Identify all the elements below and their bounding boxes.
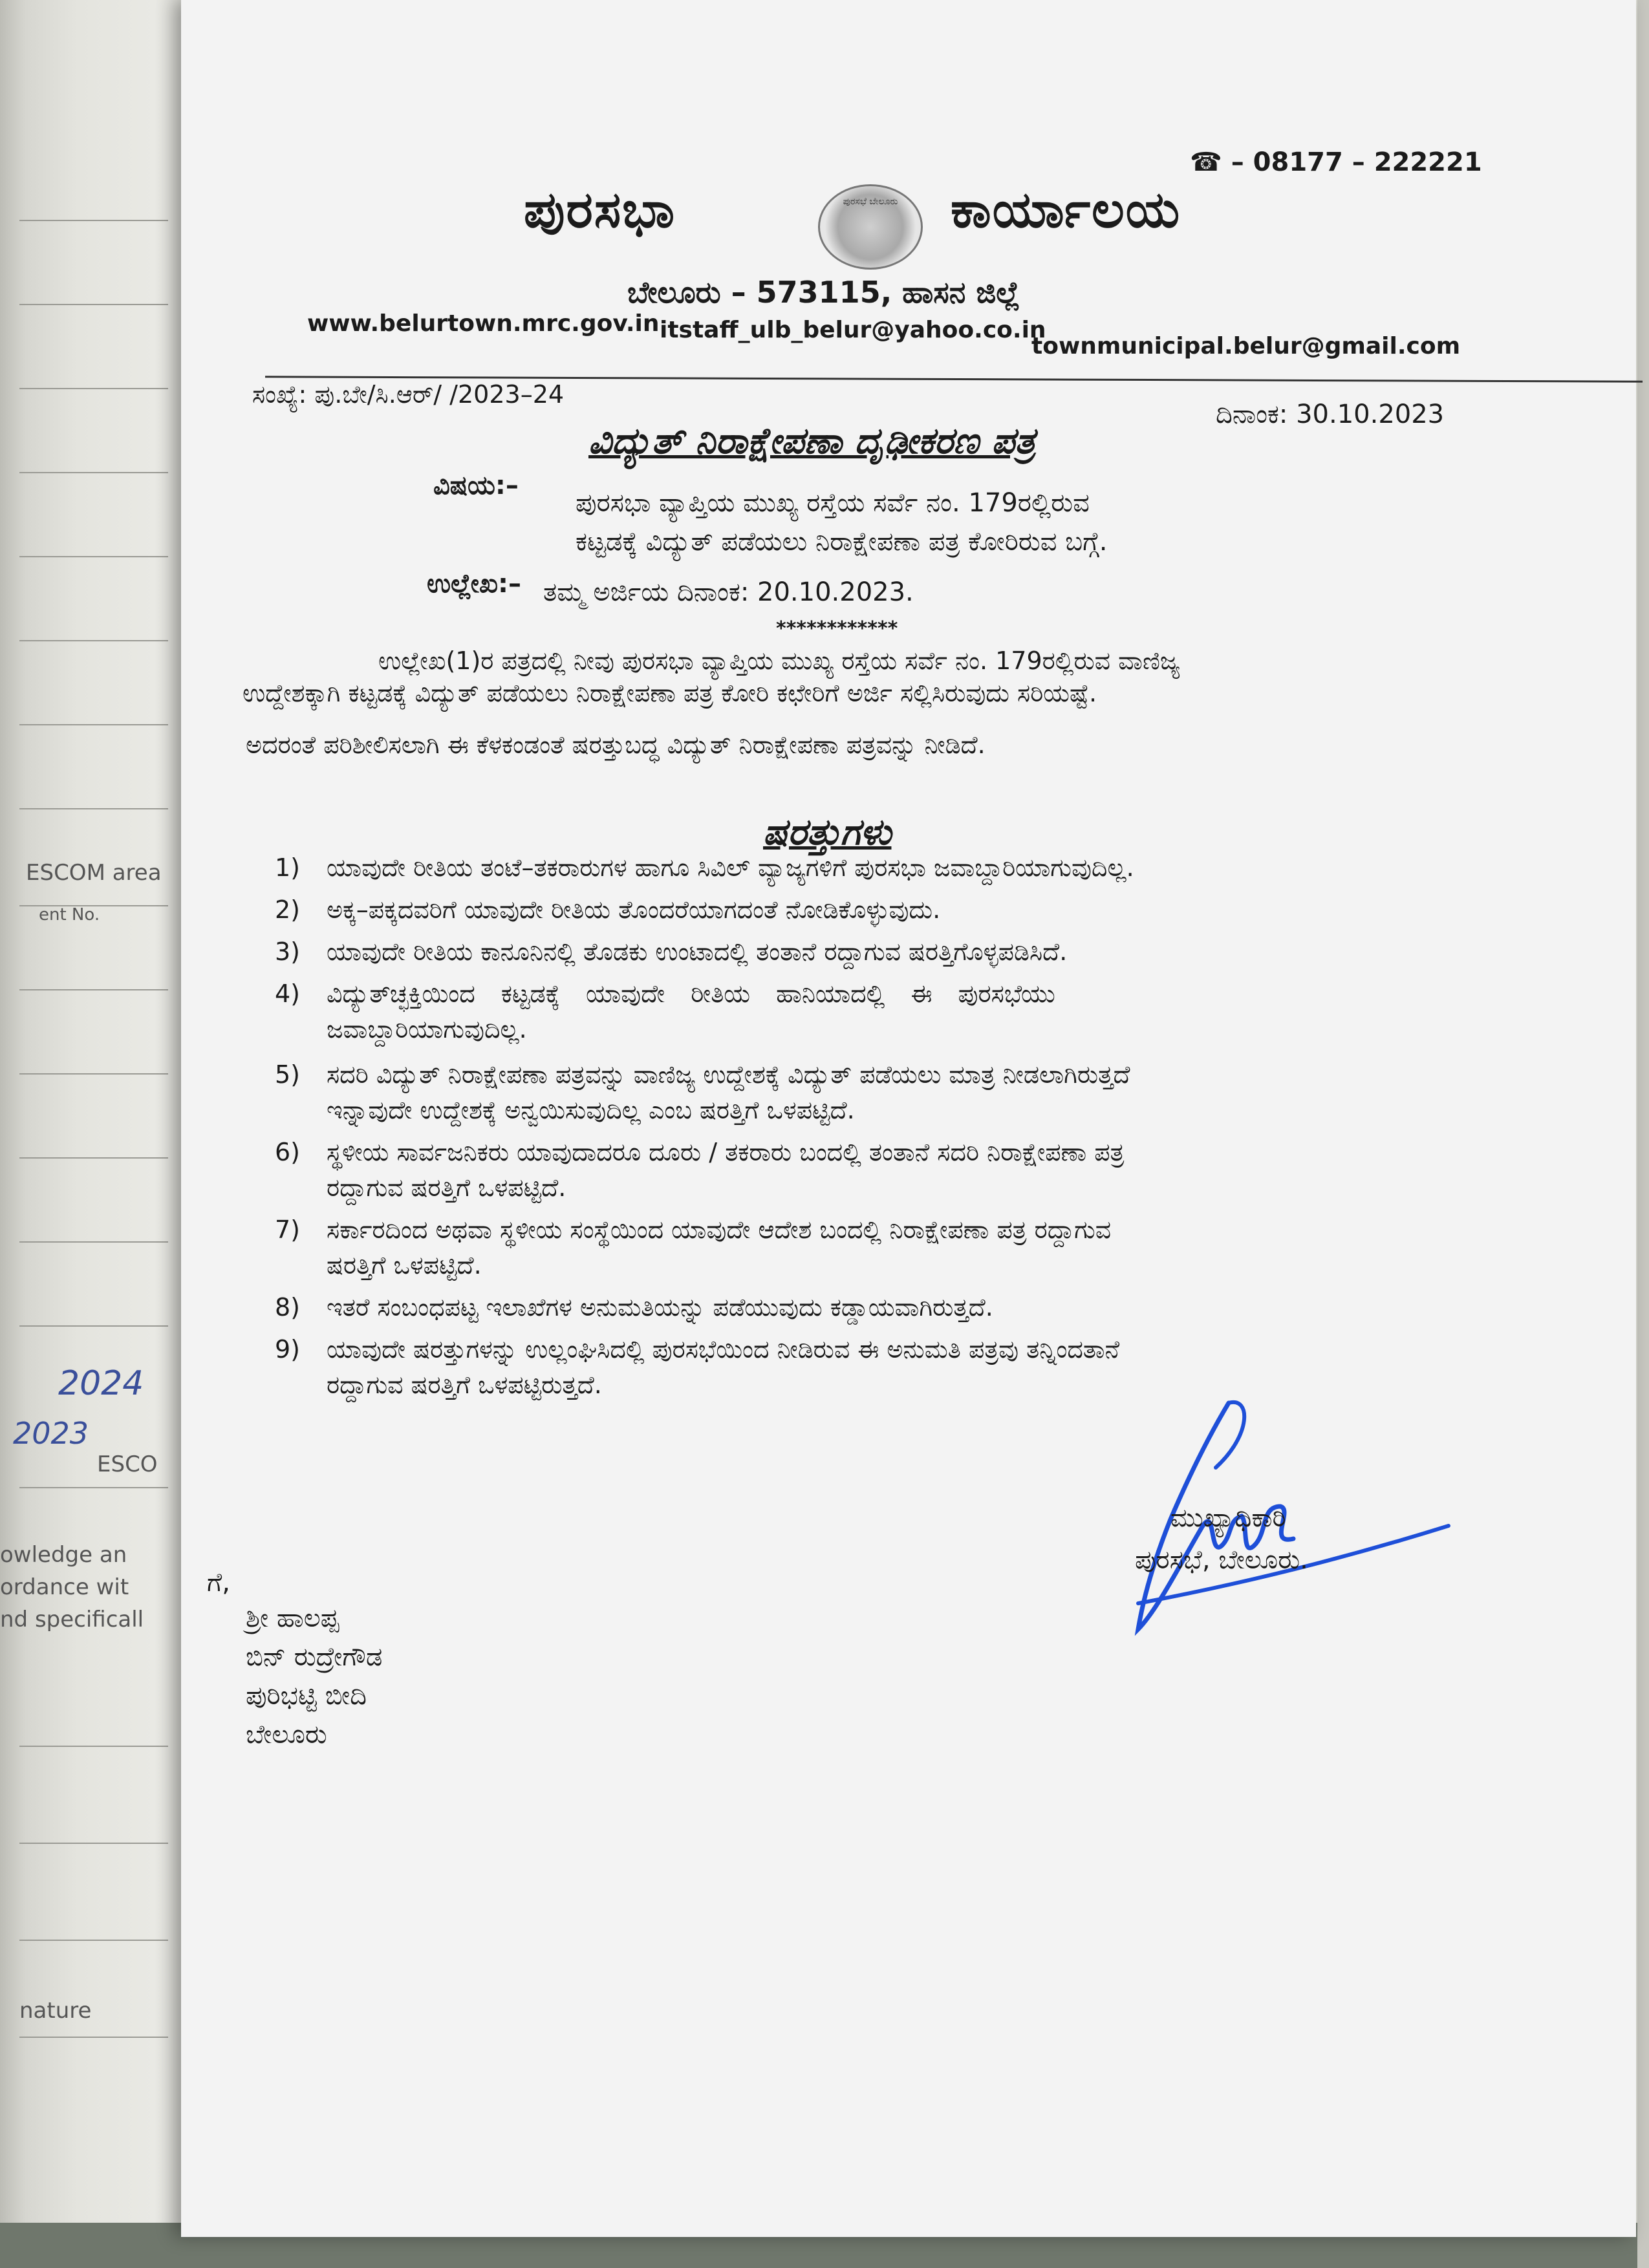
letter-sheet <box>181 0 1636 2237</box>
condition-text: ಅಕ್ಕ–ಪಕ್ಕದವರಿಗೆ ಯಾವುದೇ ರೀತಿಯ ತೊಂದರೆಯಾಗದಂತೆ ನೋಡಿಕೊಳ್ಳುವುದು. <box>327 895 941 924</box>
condition-number: 5) <box>275 1060 301 1089</box>
ruled-line <box>19 1157 168 1159</box>
underlying-text: ESCO <box>97 1451 158 1477</box>
condition-number: 4) <box>275 979 301 1008</box>
condition-number: 9) <box>275 1335 301 1364</box>
ruled-line <box>19 1325 168 1327</box>
condition-number: 1) <box>275 853 301 882</box>
body-line: ಉಲ್ಲೇಖ(1)ರ ಪತ್ರದಲ್ಲಿ ನೀವು ಪುರಸಭಾ ವ್ಯಾಪ್ತಿಯ ಮುಖ್ಯ ರಸ್ತೆಯ ಸರ್ವೆ ನಂ. 179ರಲ್ಲಿರುವ ವಾಣಿಜ್ಯ <box>378 647 1180 675</box>
underlying-handwriting: 2023 <box>13 1416 89 1451</box>
underlying-text: nature <box>19 1998 92 2024</box>
letter-date: ದಿನಾಂಕ: 30.10.2023 <box>1216 400 1445 429</box>
condition-number: 7) <box>275 1215 301 1244</box>
ruled-line <box>19 220 168 221</box>
ruled-line <box>19 1487 168 1488</box>
website: www.belurtown.mrc.gov.in <box>307 310 660 337</box>
ruled-line <box>19 472 168 473</box>
page-edge <box>1637 0 1649 2268</box>
subject-label: ವಿಷಯ:– <box>433 471 519 500</box>
condition-text: ರದ್ದಾಗುವ ಷರತ್ತಿಗೆ ಒಳಪಟ್ಟಿರುತ್ತದೆ. <box>327 1371 602 1399</box>
ruled-line <box>19 808 168 809</box>
body-line: ಉದ್ದೇಶಕ್ಕಾಗಿ ಕಟ್ಟಡಕ್ಕೆ ವಿದ್ಯುತ್ ಪಡೆಯಲು ನಿರಾಕ್ಷೇಪಣಾ ಪತ್ರ ಕೋರಿ ಕಛೇರಿಗೆ ಅರ್ಜಿ ಸಲ್ಲಿಸಿರುವುದು ಸರಿಯಷ್ಟೆ. <box>242 679 1097 707</box>
ruled-line <box>19 388 168 389</box>
condition-text: ಸದರಿ ವಿದ್ಯುತ್ ನಿರಾಕ್ಷೇಪಣಾ ಪತ್ರವನ್ನು ವಾಣಿಜ್ಯ ಉದ್ದೇಶಕ್ಕೆ ವಿದ್ಯುತ್ ಪಡೆಯಲು ಮಾತ್ರ ನೀಡಲಾಗಿರುತ್ತದೆ <box>327 1060 1130 1089</box>
underlying-text: ent No. <box>39 905 100 925</box>
condition-text: ಇನ್ನಾವುದೇ ಉದ್ದೇಶಕ್ಕೆ ಅನ್ವಯಿಸುವುದಿಲ್ಲ ಎಂಬ ಷರತ್ತಿಗೆ ಒಳಪಟ್ಟಿದೆ. <box>327 1096 855 1124</box>
ruled-line <box>19 2037 168 2038</box>
phone-number: ☎ – 08177 – 222221 <box>1190 147 1482 177</box>
office-address: ಬೇಲೂರು – 573115, ಹಾಸನ ಜಿಲ್ಲೆ <box>627 275 1020 310</box>
ruled-line <box>19 640 168 641</box>
condition-number: 6) <box>275 1138 301 1166</box>
ruled-line <box>19 556 168 557</box>
signature-stroke <box>1216 1402 1244 1468</box>
subject-line: ಪುರಸಭಾ ವ್ಯಾಪ್ತಿಯ ಮುಖ್ಯ ರಸ್ತೆಯ ಸರ್ವೆ ನಂ. 179ರಲ್ಲಿರುವ <box>576 488 1090 518</box>
ruled-line <box>19 1746 168 1747</box>
condition-text: ಯಾವುದೇ ಷರತ್ತುಗಳನ್ನು ಉಲ್ಲಂಘಿಸಿದಲ್ಲಿ ಪುರಸಭೆಯಿಂದ ನೀಡಿರುವ ಈ ಅನುಮತಿ ಪತ್ರವು ತನ್ನಿಂದತಾನೆ <box>327 1335 1120 1364</box>
municipal-seal-logo <box>818 184 923 270</box>
underlying-text: nd specificall <box>0 1607 144 1632</box>
office-title-right: ಕಾರ್ಯಾಲಯ <box>951 181 1181 239</box>
separator: ************ <box>776 617 898 640</box>
subject-line: ಕಟ್ಟಡಕ್ಕೆ ವಿದ್ಯುತ್ ಪಡೆಯಲು ನಿರಾಕ್ಷೇಪಣಾ ಪತ್ರ ಕೋರಿರುವ ಬಗ್ಗೆ. <box>576 527 1108 557</box>
body-line: ಅದರಂತೆ ಪರಿಶೀಲಿಸಲಾಗಿ ಈ ಕೆಳಕಂಡಂತೆ ಷರತ್ತುಬದ್ಧ ವಿದ್ಯುತ್ ನಿರಾಕ್ಷೇಪಣಾ ಪತ್ರವನ್ನು ನೀಡಿದೆ. <box>246 731 986 759</box>
condition-text: ಸರ್ಕಾರದಿಂದ ಅಥವಾ ಸ್ಥಳೀಯ ಸಂಸ್ಥೆಯಿಂದ ಯಾವುದೇ ಆದೇಶ ಬಂದಲ್ಲಿ ನಿರಾಕ್ಷೇಪಣಾ ಪತ್ರ ರದ್ದಾಗುವ <box>327 1215 1112 1244</box>
underlying-text: owledge an <box>0 1542 127 1568</box>
signatory-office: ಪುರಸಭೆ, ಬೇಲೂರು. <box>1135 1545 1308 1575</box>
underlying-text: ordance wit <box>0 1574 129 1600</box>
ruled-line <box>19 1241 168 1243</box>
recipient-line: ಬೇಲೂರು <box>246 1720 327 1749</box>
condition-text: ವಿದ್ಯುತ್‍ಚ್ಛಕ್ತಿಯಿಂದ ಕಟ್ಟಡಕ್ಕೆ ಯಾವುದೇ ರೀತಿಯ ಹಾನಿಯಾದಲ್ಲಿ ಈ ಪುರಸಭೆಯು <box>327 979 1055 1008</box>
recipient-line: ಬಿನ್ ರುದ್ರೇಗೌಡ <box>246 1642 383 1672</box>
ruled-line <box>19 989 168 990</box>
email-secondary: townmunicipal.belur@gmail.com <box>1031 333 1461 359</box>
ruled-line <box>19 1073 168 1075</box>
condition-text: ಯಾವುದೇ ರೀತಿಯ ತಂಟೆ–ತಕರಾರುಗಳ ಹಾಗೂ ಸಿವಿಲ್ ವ್ಯಾಜ್ಯಗಳಿಗೆ ಪುರಸಭಾ ಜವಾಬ್ದಾರಿಯಾಗುವುದಿಲ್ಲ. <box>327 853 1134 882</box>
condition-number: 2) <box>275 895 301 924</box>
condition-number: 3) <box>275 937 301 966</box>
email-primary: itstaff_ulb_belur@yahoo.co.in <box>660 317 1046 343</box>
ruled-line <box>19 304 168 305</box>
recipient-line: ಶ್ರೀ ಹಾಲಪ್ಪ <box>246 1603 339 1633</box>
underlying-text: ESCOM area <box>26 860 162 886</box>
office-title-left: ಪುರಸಭಾ <box>524 181 676 239</box>
ruled-line <box>19 1843 168 1844</box>
condition-text: ಇತರೆ ಸಂಬಂಧಪಟ್ಟ ಇಲಾಖೆಗಳ ಅನುಮತಿಯನ್ನು ಪಡೆಯುವುದು ಕಡ್ಡಾಯವಾಗಿರುತ್ತದೆ. <box>327 1293 993 1321</box>
conditions-title: ಷರತ್ತುಗಳು <box>763 811 892 853</box>
ruled-line <box>19 724 168 725</box>
reference-label: ಉಲ್ಲೇಖ:– <box>427 569 521 599</box>
seal-text: ಪುರಸಭೆ ಬೇಲೂರು <box>843 197 898 207</box>
recipient-line: ಪುರಿಭಟ್ಟಿ ಬೀದಿ <box>246 1681 367 1711</box>
ruled-line <box>19 1940 168 1941</box>
reference-number: ಸಂಖ್ಯೆ: ಪು.ಬೇ/ಸಿ.ಆರ್/ /2023–24 <box>252 380 565 409</box>
reference-text: ತಮ್ಮ ಅರ್ಜಿಯ ದಿನಾಂಕ: 20.10.2023. <box>543 577 914 607</box>
underlying-page <box>0 0 194 2268</box>
condition-text: ಸ್ಥಳೀಯ ಸಾರ್ವಜನಿಕರು ಯಾವುದಾದರೂ ದೂರು / ತಕರಾರು ಬಂದಲ್ಲಿ ತಂತಾನೆ ಸದರಿ ನಿರಾಕ್ಷೇಪಣಾ ಪತ್ರ <box>327 1138 1125 1166</box>
condition-text: ರದ್ದಾಗುವ ಷರತ್ತಿಗೆ ಒಳಪಟ್ಟಿದೆ. <box>327 1173 566 1202</box>
condition-number: 8) <box>275 1293 301 1321</box>
signatory-designation: ಮುಖ್ಯಾಧಿಕಾರಿ <box>1170 1503 1286 1533</box>
condition-text: ಯಾವುದೇ ರೀತಿಯ ಕಾನೂನಿನಲ್ಲಿ ತೊಡಕು ಉಂಟಾದಲ್ಲಿ ತಂತಾನೆ ರದ್ದಾಗುವ ಷರತ್ತಿಗೊಳ್ಳಪಡಿಸಿದೆ. <box>327 937 1068 966</box>
condition-text: ಜವಾಬ್ದಾರಿಯಾಗುವುದಿಲ್ಲ. <box>327 1015 527 1043</box>
document-title: ವಿದ್ಯುತ್ ನಿರಾಕ್ಷೇಪಣಾ ದೃಢೀಕರಣ ಪತ್ರ <box>588 420 1036 462</box>
underlying-handwriting: 2024 <box>58 1364 144 1403</box>
recipient-label: ಗೆ, <box>207 1568 230 1598</box>
condition-text: ಷರತ್ತಿಗೆ ಒಳಪಟ್ಟಿದೆ. <box>327 1251 482 1279</box>
